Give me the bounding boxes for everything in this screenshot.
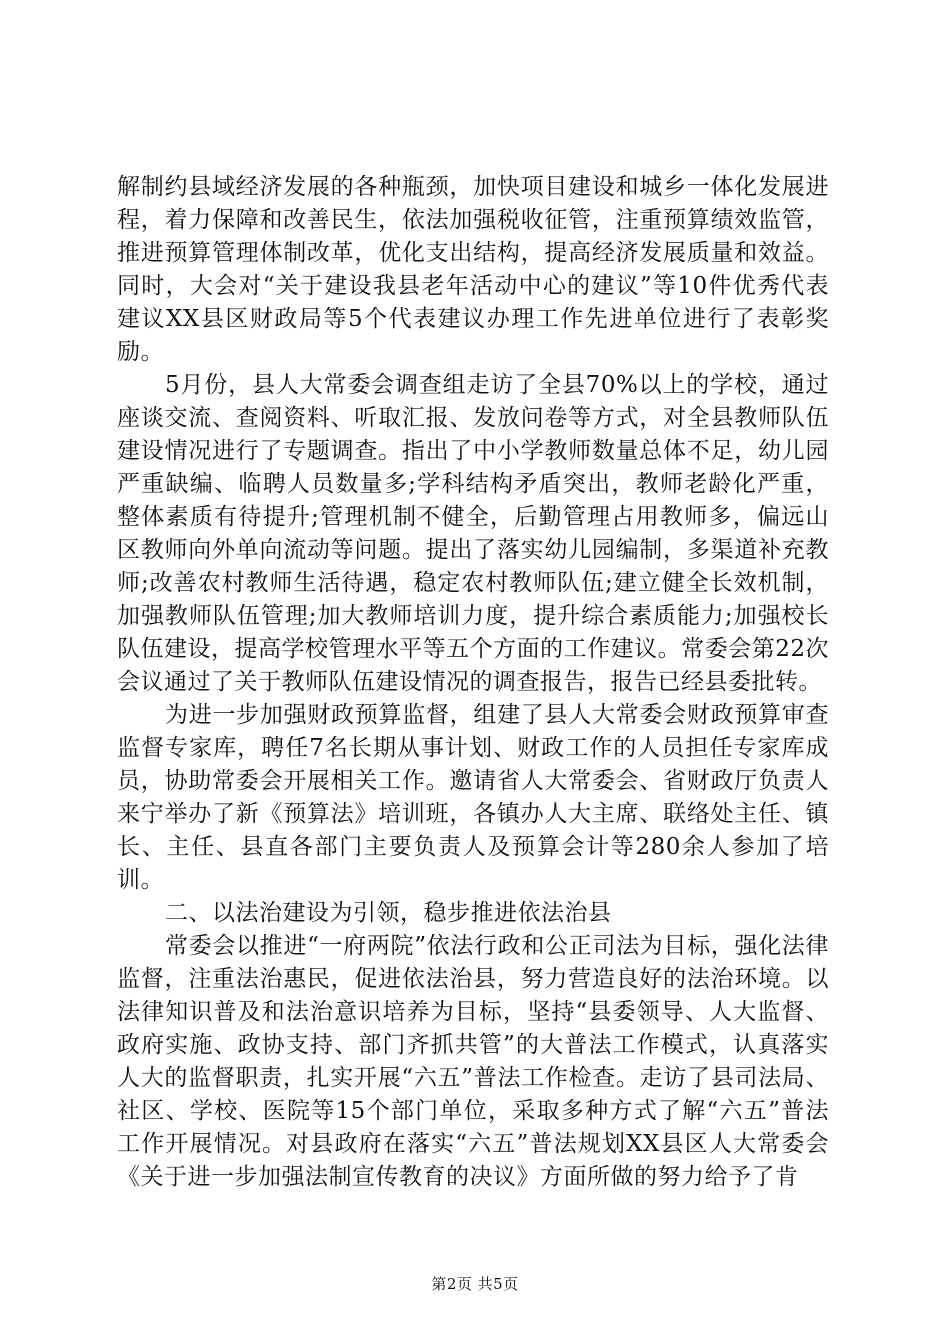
paragraph-legal-supervision: 常委会以推进“一府两院”依法行政和公正司法为目标，强化法律监督，注重法治惠民，促进依法治县，努力营造良好的法治环境。以法律知识普及和法治意识培养为目标，坚持“县委领导、人大监督、政府实施、政协支持、部门齐抓共管”的大普法工作模式，认真落实人大的监督职责，扎实开展“六五”普法工作检查。走访了县司法局、社区、学校、医院等15个部门单位，采取多种方式了解“六五”普法工作开展情况。对县政府在落实“六五”普法规划XX县区人大常委会《关于进一步加强法制宣传教育的决议》方面所做的努力给予了肯 <box>117 933 829 1190</box>
paragraph-teacher-survey: 5月份，县人大常委会调查组走访了全县70%以上的学校，通过座谈交流、查阅资料、听取汇报、发放问卷等方式，对全县教师队伍建设情况进行了专题调查。指出了中小学教师数量总体不足，幼儿园严重缺编、临聘人员数量多;学科结构矛盾突出，教师老龄化严重，整体素质有待提升;管理机制不健全，后勤管理占用教师多，偏远山区教师向外单向流动等问题。提出了落实幼儿园编制，多渠道补充教师;改善农村教师生活待遇，稳定农村教师队伍;建立健全长效机制，加强教师队伍管理;加大教师培训力度，提升综合素质能力;加强校长队伍建设，提高学校管理水平等五个方面的工作建议。常委会第22次会议通过了关于教师队伍建设情况的调查报告，报告已经县委批转。 <box>117 372 829 695</box>
section-heading-rule-of-law: 二、以法治建设为引领，稳步推进依法治县 <box>165 900 612 926</box>
paragraph-budget-supervision: 为进一步加强财政预算监督，组建了县人大常委会财政预算审查监督专家库，聘任7名长期从事计划、财政工作的人员担任专家库成员，协助常委会开展相关工作。邀请省人大常委会、省财政厅负责人来宁举办了新《预算法》培训班，各镇办人大主席、联络处主任、镇长、主任、县直各部门主要负责人及预算会计等280余人参加了培训。 <box>117 702 829 893</box>
document-body <box>117 171 829 1194</box>
page-footer: 第2页 共5页 <box>431 1275 519 1293</box>
paragraph-continuation: 解制约县域经济发展的各种瓶颈，加快项目建设和城乡一体化发展进程，着力保障和改善民生，依法加强税收征管，注重预算绩效监管，推进预算管理体制改革，优化支出结构，提高经济发展质量和效益。同时，大会对“关于建设我县老年活动中心的建议”等10件优秀代表建议XX县区财政局等5个代表建议办理工作先进单位进行了表彰奖励。 <box>117 174 829 365</box>
